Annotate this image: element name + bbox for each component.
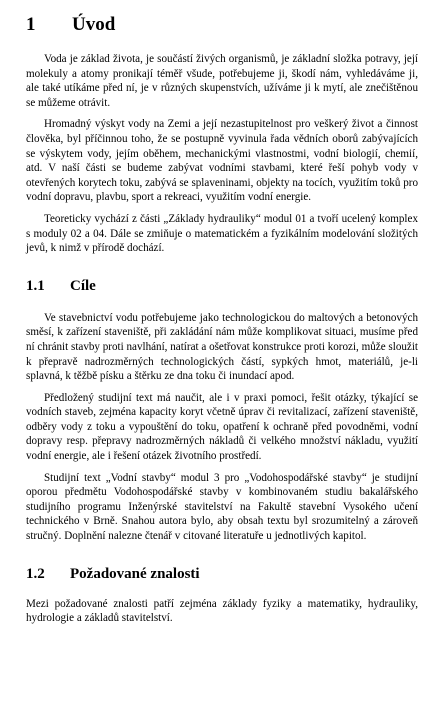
section-heading-goals [26,278,418,295]
paragraph: Hromadný výskyt vody na Zemi a její nezastupitelnost pro veškerý život a činnost člověka, byl příčinnou toho, že se postupně vyvinula řada vědních oborů zabývajících se výskytem vody, jejím oběhem, mechanickými vlastnostmi, vodní biologií, chemií, atd. V naší části se budeme zabývat vodními stavbami, které řeší pohyb vody v otevřených korytech toku, zabývá se splaveninami, objekty na tocích, využitím toků pro vodní dopravu, plavbu, sport a rekreaci, využitím vodní energie. [26,118,418,204]
chapter-heading [26,14,418,36]
paragraph: Teoreticky vychází z části „Základy hydrauliky“ modul 01 a tvoří ucelený komplex s moduly 02 a 04. Dále se zmiňuje o matematickém a fyzikálním modelování složitých jevů, k nimž v přírodě dochází. [26,212,418,255]
paragraph: Mezi požadované znalosti patří zejména základy fyziky a matematiky, hydrauliky, hydrologie a základů stavitelství. [26,597,418,625]
section-number: 1.2 [26,565,45,582]
paragraph: Ve stavebnictví vodu potřebujeme jako technologickou do maltových a betonových směsí, k zařízení staveniště, při zakládání nám může komplikovat situaci, musíme před ní chránit stavby proti navlhání, natírat a ošetřovat konstrukce proti korozi, může sloužit k přepravě nadrozměrných technologických částí, sypkých hmot, materiálů, je-li splavná, k těžbě písku a štěrku ze dna toku či inundací apod. [26,311,418,383]
paragraph: Předložený studijní text má naučit, ale i v praxi pomoci, řešit otázky, týkající se vodních staveb, zejména kapacity koryt včetně úprav či revitalizací, zařízení staveniště, odběry vody z toku a vypouštění do toku, opatření k ochraně před povodněmi, vodní dopravy resp. přepravy nadrozměrných nákladů či velkého množství nákladu, využití vodní energie, ale i řešení otázek životního prostředí. [26,391,418,463]
chapter-number: 1 [26,14,36,35]
section-title: Požadované znalosti [70,565,200,582]
paragraph: Voda je základ života, je součástí živých organismů, je základní složka potravy, její molekuly a atomy pronikají téměř všude, potřebujeme ji, škodí nám, vyhledáváme ji, ale také utíkáme před ní, je v různých skupenstvích, užíváme ji k mytí, ale znečištěnou se můžeme otrávit. [26,53,418,109]
section-number: 1.1 [26,277,45,294]
section-heading-required-knowledge [26,566,418,583]
chapter-title: Úvod [72,14,116,35]
paragraph: Studijní text „Vodní stavby“ modul 3 pro „Vodohospodářské stavby“ je studijní oporou předmětu Vodohospodářské stavby v kombinovaném studiu bakalářského studijního programu Inženýrské stavitelství na Fakultě stavební Vysokého učení technického v Brně. Snahou autora bylo, aby obsah textu byl srozumitelný a zároveň stručný. Doplnění nalezne čtenář v citované literatuře u jednotlivých kapitol. [26,471,418,543]
section-title: Cíle [70,277,96,294]
